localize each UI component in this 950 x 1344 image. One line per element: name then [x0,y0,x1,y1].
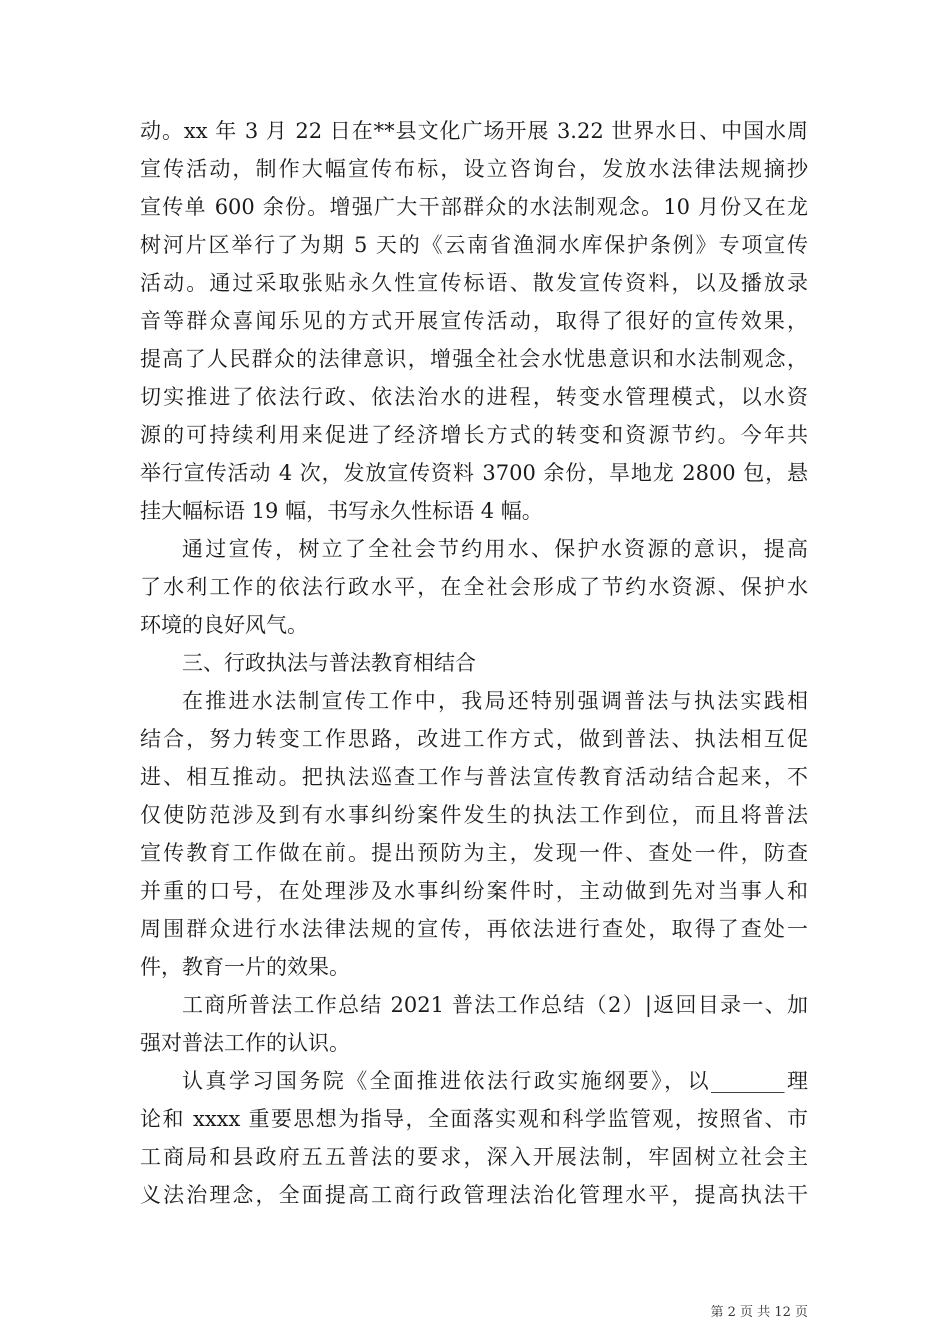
text-line: 结合，努力转变工作思路，改进工作方式，做到普法、执法相互促 [140,727,808,751]
text-line: 音等群众喜闻乐见的方式开展宣传活动，取得了很好的宣传效果， [140,309,808,333]
text-line: 通过宣传，树立了全社会节约用水、保护水资源的意识，提高 [182,537,808,561]
text-line: 工商所普法工作总结 2021 普法工作总结（2）|返回目录一、加 [182,993,808,1017]
text-line: 并重的口号，在处理涉及水事纠纷案件时，主动做到先对当事人和 [140,879,808,903]
text-line: 宣传活动，制作大幅宣传布标，设立咨询台，发放水法律法规摘抄 [140,157,808,181]
text-line: 宣传教育工作做在前。提出预防为主，发现一件、查处一件，防查 [140,841,808,865]
text-line: 三、行政执法与普法教育相结合 [182,651,476,675]
text-line: 了水利工作的依法行政水平，在全社会形成了节约水资源、保护水 [140,575,808,599]
text-line: 举行宣传活动 4 次，发放宣传资料 3700 余份，旱地龙 2800 包，悬 [140,461,808,485]
text-line: 周围群众进行水法律法规的宣传，再依法进行查处，取得了查处一 [140,917,808,941]
text-line: 义法治理念，全面提高工商行政管理法治化管理水平，提高执法干 [140,1183,808,1207]
text-line: 论和 xxxx 重要思想为指导，全面落实观和科学监管观，按照省、市 [140,1107,808,1131]
text-line: 挂大幅标语 19 幅，书写永久性标语 4 幅。 [140,499,543,523]
text-line: 在推进水法制宣传工作中，我局还特别强调普法与执法实践相 [182,689,808,713]
text-line: 认真学习国务院《全面推进依法行政实施纲要》，以_______理 [182,1069,808,1093]
text-line: 强对普法工作的认识。 [140,1031,350,1055]
text-line: 切实推进了依法行政、依法治水的进程，转变水管理模式，以水资 [140,385,808,409]
text-line: 源的可持续利用来促进了经济增长方式的转变和资源节约。今年共 [140,423,808,447]
text-line: 提高了人民群众的法律意识，增强全社会水忧患意识和水法制观念， [140,347,808,371]
text-line: 进、相互推动。把执法巡查工作与普法宣传教育活动结合起来，不 [140,765,808,789]
text-line: 树河片区举行了为期 5 天的《云南省渔洞水库保护条例》专项宣传 [140,233,808,257]
text-line: 工商局和县政府五五普法的要求，深入开展法制，牢固树立社会主 [140,1145,808,1169]
text-line: 仅使防范涉及到有水事纠纷案件发生的执法工作到位，而且将普法 [140,803,808,827]
text-line: 活动。通过采取张贴永久性宣传标语、散发宣传资料，以及播放录 [140,271,808,295]
text-line: 件，教育一片的效果。 [140,955,350,979]
page-number: 第 2 页 共 12 页 [710,1305,808,1320]
document-body [140,112,808,1214]
text-line: 动。xx 年 3 月 22 日在**县文化广场开展 3.22 世界水日、中国水周 [140,119,808,143]
text-line: 宣传单 600 余份。增强广大干部群众的水法制观念。10 月份又在龙 [140,195,808,219]
text-line: 环境的良好风气。 [140,613,308,637]
